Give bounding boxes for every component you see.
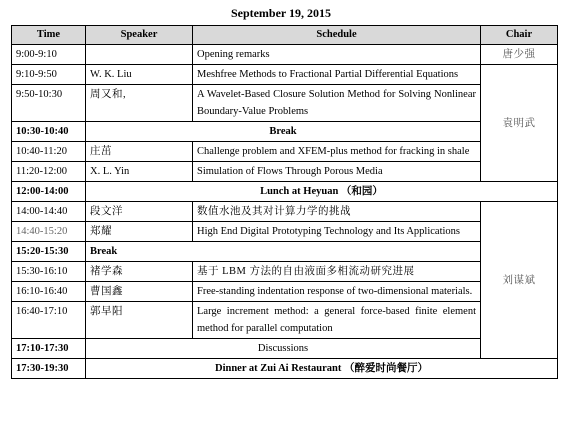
- schedule-date: September 19, 2015: [230, 6, 332, 20]
- speaker-cell: 郭早阳: [86, 302, 193, 339]
- schedule-cell: Simulation of Flows Through Porous Media: [193, 162, 481, 182]
- time-cell: 9:10-9:50: [12, 65, 86, 85]
- speaker-cell: W. K. Liu: [86, 65, 193, 85]
- discussions-cell: Discussions: [86, 339, 481, 359]
- break-cell: Break: [86, 122, 481, 142]
- table-row: [12, 359, 558, 379]
- time-cell: 14:40-15:20: [12, 222, 86, 242]
- table-row: [12, 162, 558, 182]
- schedule-cell: Meshfree Methods to Fractional Partial Differential Equations: [193, 65, 481, 85]
- time-cell: 10:30-10:40: [12, 122, 86, 142]
- time-cell: 11:20-12:00: [12, 162, 86, 182]
- time-cell: 17:10-17:30: [12, 339, 86, 359]
- schedule-cell: Opening remarks: [193, 45, 481, 65]
- schedule-table: [11, 25, 558, 379]
- table-row: [12, 142, 558, 162]
- time-cell: 14:00-14:40: [12, 202, 86, 222]
- schedule-cell: 数值水池及其对计算力学的挑战: [193, 202, 481, 222]
- time-cell: 17:30-19:30: [12, 359, 86, 379]
- table-row: [12, 202, 558, 222]
- time-cell: 15:20-15:30: [12, 242, 86, 262]
- table-row: [12, 302, 558, 339]
- speaker-cell: 周又和,: [86, 85, 193, 122]
- speaker-cell: 庄茁: [86, 142, 193, 162]
- table-row: [12, 85, 558, 122]
- time-cell: 15:30-16:10: [12, 262, 86, 282]
- break-cell: Break: [86, 242, 481, 262]
- time-cell: 16:40-17:10: [12, 302, 86, 339]
- chair-cell: 袁明武: [481, 65, 558, 182]
- lunch-cell: Lunch at Heyuan （和园）: [86, 182, 558, 202]
- speaker-cell: 郑耀: [86, 222, 193, 242]
- dinner-cell: Dinner at Zui Ai Restaurant （醉爱时尚餐厅）: [86, 359, 558, 379]
- speaker-cell: 段文洋: [86, 202, 193, 222]
- schedule-cell: Challenge problem and XFEM-plus method for fracking in shale: [193, 142, 481, 162]
- schedule-cell: High End Digital Prototyping Technology and Its Applications: [193, 222, 481, 242]
- header-schedule: Schedule: [193, 26, 481, 45]
- schedule-cell: A Wavelet-Based Closure Solution Method for Solving Nonlinear Boundary-Value Problems: [193, 85, 481, 122]
- schedule-cell: 基于 LBM 方法的自由液面多相流动研究进展: [193, 262, 481, 282]
- time-cell: 9:50-10:30: [12, 85, 86, 122]
- table-row: [12, 222, 558, 242]
- speaker-cell: 曹国鑫: [86, 282, 193, 302]
- header-time: Time: [12, 26, 86, 45]
- time-cell: 10:40-11:20: [12, 142, 86, 162]
- schedule-cell: Large increment method: a general force-based finite element method for parallel computation: [193, 302, 481, 339]
- speaker-cell: [86, 45, 193, 65]
- time-cell: 9:00-9:10: [12, 45, 86, 65]
- schedule-cell: Free-standing indentation response of two-dimensional materials.: [193, 282, 481, 302]
- speaker-cell: X. L. Yin: [86, 162, 193, 182]
- table-row: [12, 339, 558, 359]
- header-chair: Chair: [481, 26, 558, 45]
- time-cell: 16:10-16:40: [12, 282, 86, 302]
- table-row: [12, 182, 558, 202]
- table-row: [12, 262, 558, 282]
- table-row: [12, 65, 558, 85]
- speaker-cell: 褚学森: [86, 262, 193, 282]
- table-row: [12, 122, 558, 142]
- table-row: [12, 242, 558, 262]
- chair-cell: 刘谋斌: [481, 202, 558, 359]
- table-row: [12, 282, 558, 302]
- table-row: [12, 45, 558, 65]
- header-speaker: Speaker: [86, 26, 193, 45]
- time-cell: 12:00-14:00: [12, 182, 86, 202]
- table-header-row: [12, 26, 558, 45]
- chair-cell: 唐少强: [481, 45, 558, 65]
